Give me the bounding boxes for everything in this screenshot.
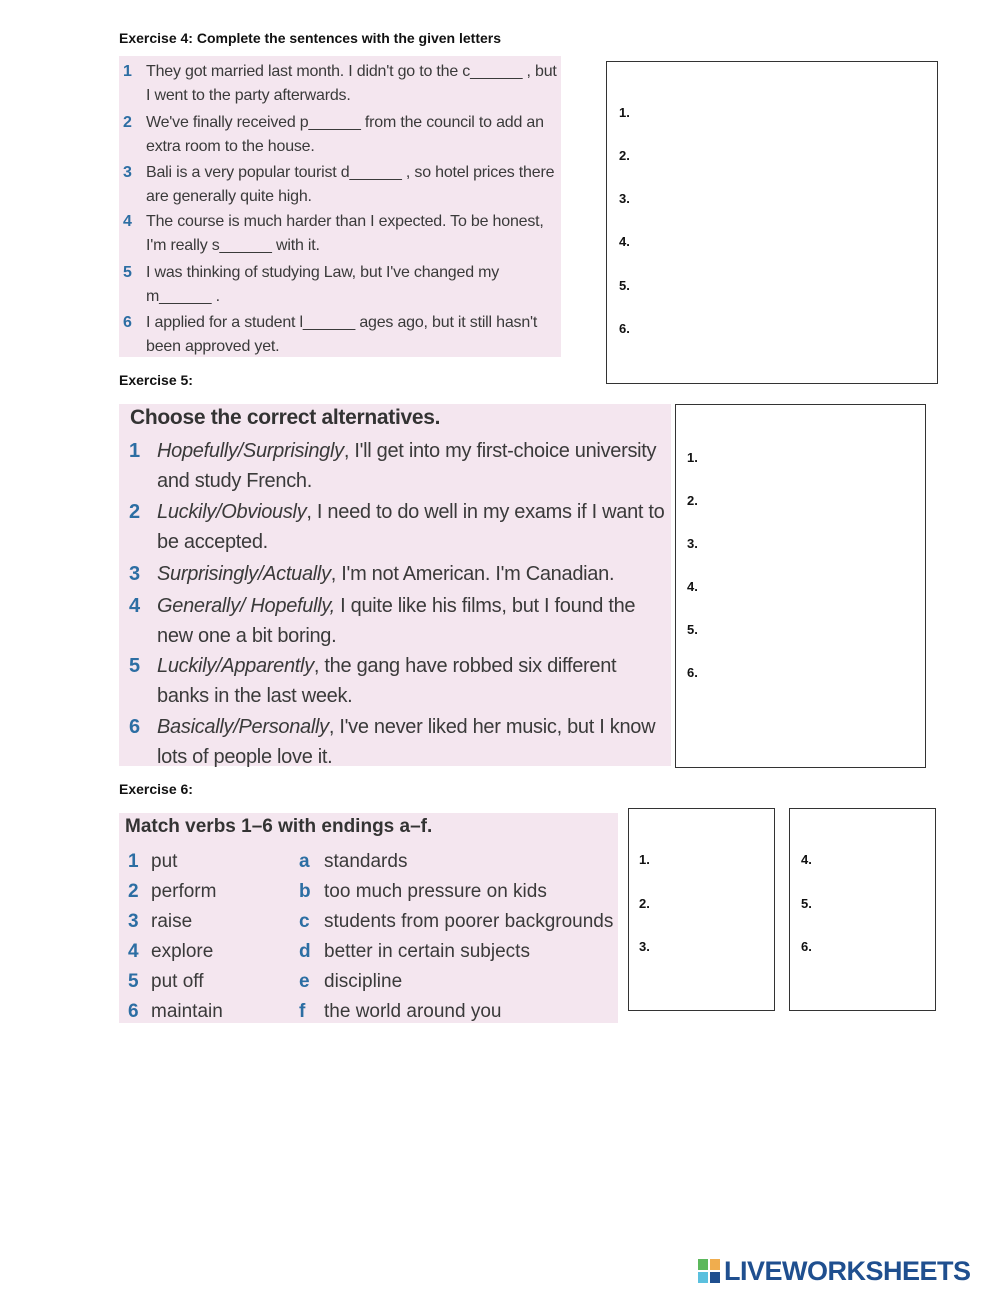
- item-text: The course is much harder than I expected. To be honest, I'm really s______ with it.: [146, 213, 544, 254]
- exercise-5-title: Exercise 5:: [119, 372, 193, 388]
- item-text: They got married last month. I didn't go to the c______ , but I went to the party afterwards.: [146, 63, 557, 104]
- item-number: 2: [129, 501, 140, 523]
- answer-label: 1.: [619, 105, 630, 120]
- ending-letter: c: [299, 911, 310, 932]
- item-number: 2: [123, 114, 132, 131]
- item-number: 1: [129, 440, 140, 462]
- item-text: , I'll get into my first-choice university and study French.: [157, 440, 657, 492]
- exercise-5-panel: [119, 404, 671, 766]
- verb-number: 1: [128, 851, 139, 872]
- answer-label: 6.: [687, 665, 698, 680]
- item-text: , I need to do well in my exams if I want to be accepted.: [157, 501, 665, 553]
- answer-label: 5.: [801, 896, 812, 911]
- verb-number: 3: [128, 911, 139, 932]
- item-text: Bali is a very popular tourist d______ , so hotel prices there are generally quite high.: [146, 164, 555, 205]
- item-text: We've finally received p______ from the council to add an extra room to the house.: [146, 114, 544, 155]
- verb: raise: [151, 911, 193, 932]
- answer-label: 5.: [619, 278, 630, 293]
- exercise-5-answer-box[interactable]: [675, 404, 926, 768]
- exercise-5-heading: Choose the correct alternatives.: [130, 406, 441, 429]
- answer-label: 3.: [687, 536, 698, 551]
- verb-number: 4: [128, 941, 139, 962]
- item-number: 3: [123, 164, 132, 181]
- item-number: 3: [129, 563, 140, 585]
- item-number: 5: [123, 264, 132, 281]
- logo-text: LIVEWORKSHEETS: [724, 1256, 971, 1286]
- answer-label: 2.: [639, 896, 650, 911]
- match-row: [119, 907, 618, 937]
- verb: perform: [151, 881, 217, 902]
- match-row: [119, 967, 618, 997]
- exercise-6-answer-box-right[interactable]: [789, 808, 936, 1011]
- verb: put off: [151, 971, 204, 992]
- item-number: 6: [123, 314, 132, 331]
- exercise-6-heading: Match verbs 1–6 with endings a–f.: [125, 816, 433, 837]
- answer-label: 6.: [619, 321, 630, 336]
- verb: put: [151, 851, 178, 872]
- match-row: [119, 877, 618, 907]
- answer-label: 2.: [687, 493, 698, 508]
- ending: better in certain subjects: [324, 941, 530, 962]
- match-row: [119, 937, 618, 967]
- item-text: , I've never liked her music, but I know lots of people love it.: [157, 716, 656, 768]
- exercise-4-answer-box[interactable]: [606, 61, 938, 384]
- item-text: , I'm not American. I'm Canadian.: [330, 563, 615, 585]
- answer-label: 3.: [619, 191, 630, 206]
- ending-letter: d: [299, 941, 311, 962]
- ending: standards: [324, 851, 408, 872]
- ending: too much pressure on kids: [324, 881, 547, 902]
- answer-label: 4.: [801, 852, 812, 867]
- ending-letter: a: [299, 851, 310, 872]
- ending: students from poorer backgrounds: [324, 911, 614, 932]
- item-text: , the gang have robbed six different banks in the last week.: [157, 655, 617, 707]
- verb: explore: [151, 941, 214, 962]
- ending: the world around you: [324, 1001, 502, 1022]
- item-alternatives: Hopefully/Surprisingly: [157, 440, 344, 462]
- item-alternatives: Luckily/Obviously: [157, 501, 307, 523]
- exercise-6-answer-box-left[interactable]: [628, 808, 775, 1011]
- verb-number: 5: [128, 971, 139, 992]
- answer-label: 4.: [687, 579, 698, 594]
- item-number: 4: [123, 213, 132, 230]
- exercise-4-title: Exercise 4: Complete the sentences with the given letters: [119, 30, 502, 46]
- ending: discipline: [324, 971, 403, 992]
- exercise-6-title: Exercise 6:: [119, 781, 193, 797]
- item-alternatives: Basically/Personally: [157, 716, 329, 738]
- item-alternatives: Luckily/Apparently: [157, 655, 314, 677]
- verb-number: 2: [128, 881, 139, 902]
- answer-label: 3.: [639, 939, 650, 954]
- answer-label: 6.: [801, 939, 812, 954]
- ending-letter: f: [299, 1001, 306, 1022]
- item-number: 5: [129, 655, 140, 677]
- verb-number: 6: [128, 1001, 139, 1022]
- item-number: 4: [129, 595, 140, 617]
- answer-label: 1.: [639, 852, 650, 867]
- answer-label: 4.: [619, 234, 630, 249]
- ending-letter: e: [299, 971, 310, 992]
- answer-label: 1.: [687, 450, 698, 465]
- item-text: I quite like his films, but I found the new one a bit boring.: [157, 595, 636, 647]
- answer-label: 2.: [619, 148, 630, 163]
- item-number: 1: [123, 63, 132, 80]
- answer-label: 5.: [687, 622, 698, 637]
- item-alternatives: Generally/ Hopefully,: [157, 595, 335, 617]
- item-alternatives: Surprisingly/Actually: [157, 563, 331, 585]
- item-text: I applied for a student l______ ages ago, but it still hasn't been approved yet.: [146, 314, 538, 355]
- item-number: 6: [129, 716, 140, 738]
- liveworksheets-icon: [698, 1259, 720, 1283]
- match-row: [119, 997, 618, 1027]
- exercise-6-panel: [119, 813, 618, 1023]
- item-text: I was thinking of studying Law, but I've changed my m______ .: [146, 264, 500, 305]
- verb: maintain: [151, 1001, 223, 1022]
- match-row: [119, 847, 618, 877]
- exercise-4-panel: [119, 56, 561, 357]
- ending-letter: b: [299, 881, 311, 902]
